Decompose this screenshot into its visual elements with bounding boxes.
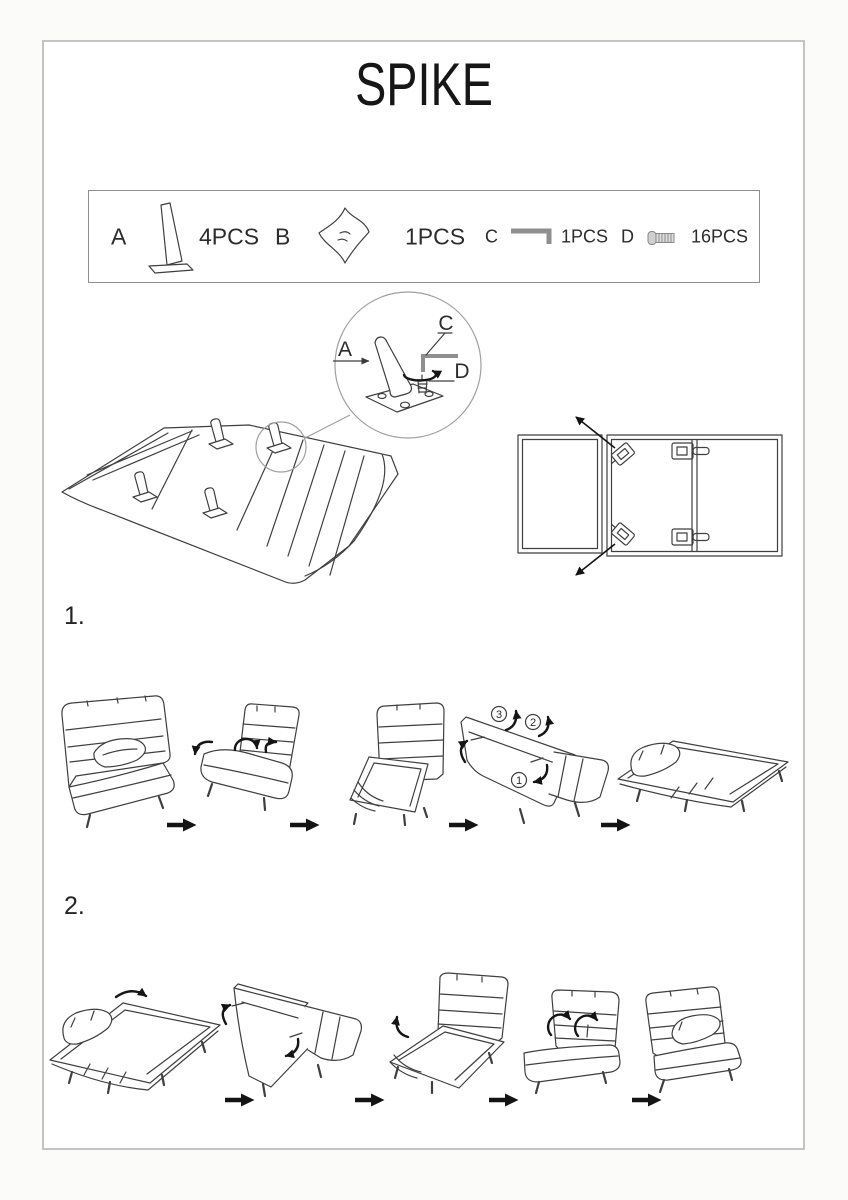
part-a-label: A — [111, 223, 127, 249]
part-b-label: B — [275, 223, 291, 249]
part-a-qty: 4PCS — [199, 223, 260, 249]
pillow-icon — [315, 205, 373, 267]
step2-stage1-flat-bed-lift — [50, 991, 220, 1093]
part-d-label: D — [621, 226, 634, 246]
step2-stage3-base-flat — [390, 973, 508, 1093]
flow-arrow — [290, 819, 320, 832]
part-c-qty: 1PCS — [561, 226, 609, 246]
step2-stage4-fold-seat-back — [524, 990, 620, 1093]
callout-bolt-label: D — [454, 360, 470, 383]
flow-arrow — [167, 819, 197, 832]
step1-stage2-release-seat — [195, 704, 299, 810]
attached-leg — [203, 488, 227, 518]
part-d-qty: 16PCS — [691, 226, 749, 246]
parts-list — [88, 190, 760, 283]
allen-key-icon — [509, 227, 555, 247]
step1-stage1-sofa-with-pillow — [62, 696, 174, 827]
step-2-number: 2. — [64, 892, 85, 920]
svg-text:2: 2 — [529, 717, 537, 729]
flow-arrow — [449, 819, 479, 832]
svg-text:3: 3 — [495, 709, 503, 721]
flow-arrow — [601, 819, 631, 832]
tool-leader-line — [426, 333, 452, 355]
attached-leg — [267, 423, 291, 453]
flow-arrow — [355, 1094, 385, 1107]
step2-stage5-sofa-restored — [646, 987, 741, 1092]
allen-key-drawing — [423, 356, 458, 372]
bolt-icon — [647, 230, 679, 246]
attached-leg — [133, 472, 157, 502]
attached-leg — [209, 419, 233, 449]
flow-arrow — [489, 1094, 519, 1107]
unfold-direction-arrow — [576, 417, 615, 448]
sofa-leg-icon — [141, 199, 197, 277]
leg-mounting-detail-callout — [333, 292, 481, 438]
step1-stage5-flat-bed — [618, 741, 788, 811]
flow-arrow — [225, 1094, 255, 1107]
step1-stage3-base-flat — [350, 703, 444, 825]
clamp-hardware — [672, 529, 709, 545]
clamp-hardware — [672, 443, 709, 459]
flow-arrow — [632, 1094, 662, 1107]
step2-stage2-raise-backrest — [223, 984, 362, 1096]
page-title: SPIKE — [355, 51, 493, 118]
turn-direction-arrow — [404, 371, 436, 380]
svg-text:1: 1 — [515, 775, 523, 787]
callout-leg-label: A — [337, 338, 353, 361]
frame-top-view-drawing — [518, 417, 782, 575]
part-b-qty: 1PCS — [405, 223, 466, 249]
sofa-underside-drawing — [62, 415, 398, 583]
lift-direction-arrow — [116, 991, 146, 997]
step-2-sequence-figure — [42, 960, 806, 1135]
callout-tool-label: C — [438, 312, 454, 335]
substep-marker-3 — [492, 707, 507, 722]
substep-marker-2 — [526, 715, 541, 730]
part-c-label: C — [485, 226, 498, 246]
step-1-sequence-figure — [42, 690, 806, 845]
step-1-number: 1. — [64, 602, 85, 630]
callout-leader-line — [305, 415, 350, 438]
step1-stage4-lower-backrest — [461, 707, 608, 824]
assembly-overview-figure — [42, 285, 806, 600]
